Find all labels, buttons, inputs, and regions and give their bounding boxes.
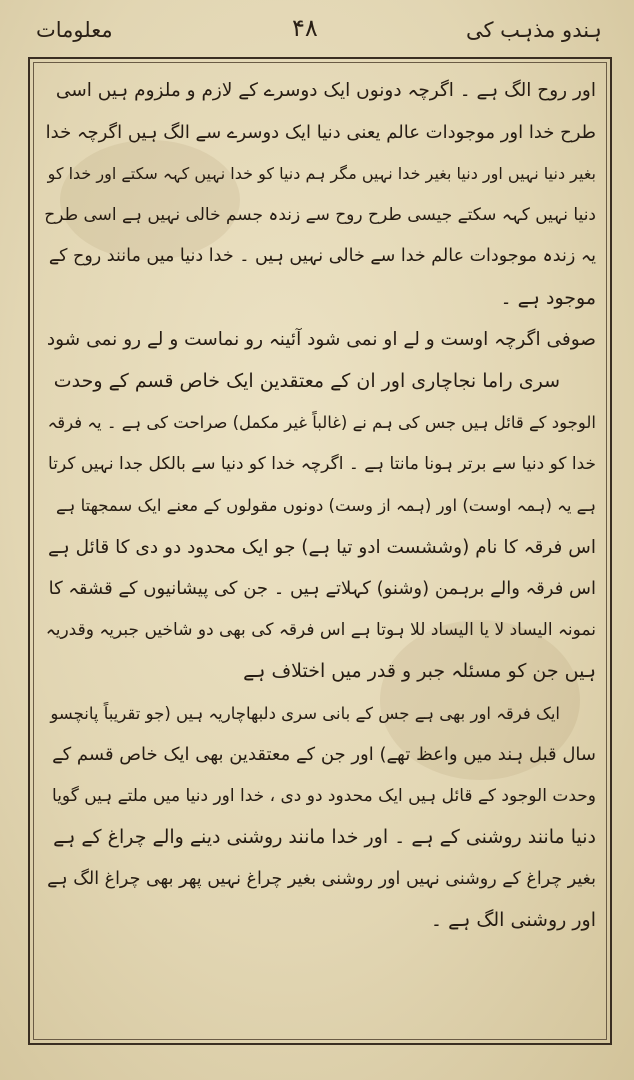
text-line: سری راما نجاچاری اور ان کے معتقدین ایک خاص قسم کے وحدت <box>53 369 560 392</box>
text-line: وحدت الوجود کے قائل ہیں ایک محدود دو دی ، خدا اور دنیا میں ملتے ہیں گویا <box>52 785 596 806</box>
text-line: یہ زندہ موجودات عالم خدا سے خالی نہیں ہیں ۔ خدا دنیا میں مانند روح کے <box>48 246 596 266</box>
body-text <box>44 70 596 942</box>
text-line: خدا کو دنیا سے برتر ہونا مانتا ہے ۔ اگرچہ خدا کو دنیا سے بالکل جدا نہیں کرتا <box>48 453 596 474</box>
page-number: ۴۸ <box>292 14 318 42</box>
text-line: بغیر چراغ کے روشنی نہیں اور روشنی بغیر چراغ نہیں پھر بھی چراغ الگ ہے <box>47 868 596 889</box>
text-line: بغیر دنیا نہیں اور دنیا بغیر خدا نہیں مگر ہم دنیا کو خدا نہیں کہہ سکتے اور خدا کو <box>47 164 596 183</box>
text-line: ایک فرقہ اور بھی ہے جس کے بانی سری دلبھاچاریہ ہیں (جو تقریباً پانچسو <box>50 703 560 723</box>
running-subtitle: معلومات <box>36 18 113 42</box>
text-line: دنیا مانند روشنی کے ہے ۔ اور خدا مانند روشنی دینے والے چراغ کے ہے <box>53 826 596 848</box>
verse-line: صوفی اگرچہ اوست و لے او نمی شود آئینہ رو نماست و لے رو نمی شود <box>46 329 596 350</box>
text-line: دنیا نہیں کہہ سکتے جیسی طرح روح سے زندہ جسم خالی نہیں ہے اسی طرح <box>44 204 596 225</box>
text-line: اس فرقہ والے برہمن (وشنو) کہلاتے ہیں ۔ جن کی پیشانیوں کے قشقہ کا <box>48 578 596 599</box>
text-line: طرح خدا اور موجودات عالم یعنی دنیا ایک دوسرے سے الگ ہیں اگرچہ خدا <box>45 121 596 143</box>
text-line: اور روشنی الگ ہے ۔ <box>430 909 596 931</box>
text-line: الوجود کے قائل ہیں جس کی ہم نے (غالباً غیر مکمل) صراحت کی ہے ۔ یہ فرقہ <box>47 413 596 432</box>
text-line: اس فرقہ کا نام (وششست ادو تیا ہے) جو ایک محدود دو دی کا قائل ہے <box>48 536 596 558</box>
text-line: ہے یہ (ہمہ اوست) اور (ہمہ از وست) دونوں مقولوں کے معنے ایک سمجھتا ہے <box>56 496 596 515</box>
page-header <box>0 8 634 52</box>
running-title: ہندو مذہب کی <box>466 18 602 42</box>
text-line: اور روح الگ ہے ۔ اگرچہ دونوں ایک دوسرے کے لازم و ملزوم ہیں اسی <box>55 80 596 101</box>
text-line: ہیں جن کو مسئلہ جبر و قدر میں اختلاف ہے <box>243 660 596 682</box>
text-line: سال قبل ہند میں واعظ تھے) اور جن کے معتقدین بھی ایک خاص قسم کے <box>52 744 596 765</box>
text-line: موجود ہے ۔ <box>500 286 596 309</box>
text-line: نمونہ الیساد لا یا الیساد للا ہوتا ہے اس فرقہ کی بھی دو شاخیں جبریہ وقدریہ <box>45 619 596 640</box>
